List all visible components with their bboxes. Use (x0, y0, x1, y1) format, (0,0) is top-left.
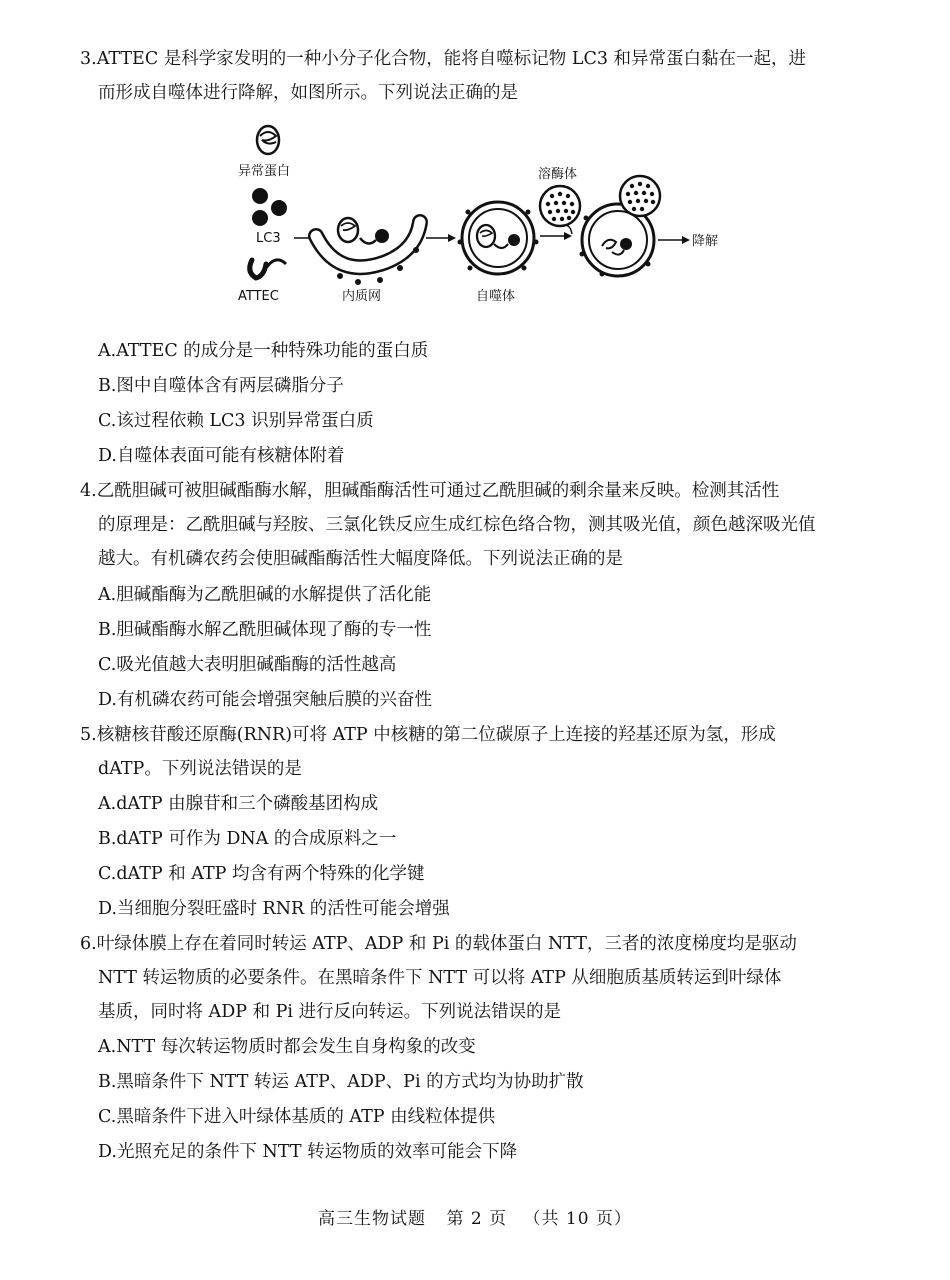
arrow-to-fusion-icon (540, 225, 572, 240)
q6-option-a: A.NTT 每次转运物质时都会发生自身构象的改变 (98, 1037, 476, 1057)
q3-autophagy-diagram (230, 118, 730, 318)
q3-option-a: A.ATTEC 的成分是一种特殊功能的蛋白质 (98, 341, 429, 361)
label-abnormal-protein: 异常蛋白 (238, 164, 291, 179)
q5-option-a: A.dATP 由腺苷和三个磷酸基团构成 (98, 794, 379, 814)
q5-stem-line-1: 5.核糖核苷酸还原酶(RNR)可将 ATP 中核糖的第二位碳原子上连接的羟基还原为氢，形成 (80, 725, 776, 745)
attec-molecule-icon (250, 260, 286, 278)
label-lysosome: 溶酶体 (538, 167, 578, 182)
label-er: 内质网 (342, 289, 382, 304)
q4-stem-line-2: 的原理是：乙酰胆碱与羟胺、三氯化铁反应生成红棕色络合物，测其吸光值，颜色越深吸光值 (98, 515, 816, 535)
q6-stem-line-3: 基质，同时将 ADP 和 Pi 进行反向转运。下列说法错误的是 (98, 1002, 562, 1022)
q6-stem-line-1: 6.叶绿体膜上存在着同时转运 ATP、ADP 和 Pi 的载体蛋白 NTT，三者的浓度梯度均是驱动 (80, 934, 797, 954)
q3-stem-line-2: 而形成自噬体进行降解，如图所示。下列说法正确的是 (98, 83, 518, 103)
q6-stem-line-2: NTT 转运物质的必要条件。在黑暗条件下 NTT 可以将 ATP 从细胞质基质转运到叶绿体 (98, 968, 782, 988)
q3-stem-line-1: 3.ATTEC 是科学家发明的一种小分子化合物，能将自噬标记物 LC3 和异常蛋白黏在一起，进 (80, 49, 807, 69)
page-footer (0, 1204, 950, 1229)
lysosome-icon (540, 186, 580, 226)
q4-option-a: A.胆碱酯酶为乙酰胆碱的水解提供了活化能 (98, 585, 432, 605)
autophagy-process-figure (230, 118, 730, 318)
abnormal-protein-icon (257, 126, 279, 154)
q6-option-c: C.黑暗条件下进入叶绿体基质的 ATP 由线粒体提供 (98, 1107, 496, 1127)
q4-stem-line-3: 越大。有机磷农药会使胆碱酯酶活性大幅度降低。下列说法正确的是 (98, 549, 623, 569)
label-attec: ATTEC (238, 289, 279, 304)
q3-option-d: D.自噬体表面可能有核糖体附着 (98, 446, 345, 466)
q4-option-d: D.有机磷农药可能会增强突触后膜的兴奋性 (98, 690, 432, 710)
q6-option-d: D.光照充足的条件下 NTT 转运物质的效率可能会下降 (98, 1142, 518, 1162)
q3-option-b: B.图中自噬体含有两层磷脂分子 (98, 376, 344, 396)
autolysosome-icon (580, 176, 661, 277)
q6-option-b: B.黑暗条件下 NTT 转运 ATP、ADP、Pi 的方式均为协助扩散 (98, 1072, 584, 1092)
endoplasmic-reticulum-icon (316, 218, 420, 285)
q4-stem-line-1: 4.乙酰胆碱可被胆碱酯酶水解，胆碱酯酶活性可通过乙酰胆碱的剩余量来反映。检测其活性 (80, 481, 780, 501)
lc3-molecules-icon (252, 188, 287, 226)
arrow-to-degradation-icon (658, 236, 690, 244)
arrow-to-autophagosome-icon (426, 234, 456, 242)
q5-stem-line-2: dATP。下列说法错误的是 (98, 759, 302, 779)
autophagosome-icon (458, 202, 539, 274)
q3-option-c: C.该过程依赖 LC3 识别异常蛋白质 (98, 411, 374, 431)
q4-option-b: B.胆碱酯酶水解乙酰胆碱体现了酶的专一性 (98, 620, 432, 640)
footer-subject: 高三生物试题 (318, 1209, 427, 1229)
label-autophagosome: 自噬体 (476, 289, 516, 304)
footer-total-pages: （共 10 页） (523, 1209, 632, 1229)
footer-page-number: 第 2 页 (446, 1209, 508, 1229)
q5-option-b: B.dATP 可作为 DNA 的合成原料之一 (98, 829, 397, 849)
label-lc3: LC3 (256, 231, 281, 246)
q5-option-c: C.dATP 和 ATP 均含有两个特殊的化学键 (98, 864, 425, 884)
label-degradation: 降解 (692, 234, 719, 249)
q5-option-d: D.当细胞分裂旺盛时 RNR 的活性可能会增强 (98, 899, 450, 919)
q4-option-c: C.吸光值越大表明胆碱酯酶的活性越高 (98, 655, 397, 675)
